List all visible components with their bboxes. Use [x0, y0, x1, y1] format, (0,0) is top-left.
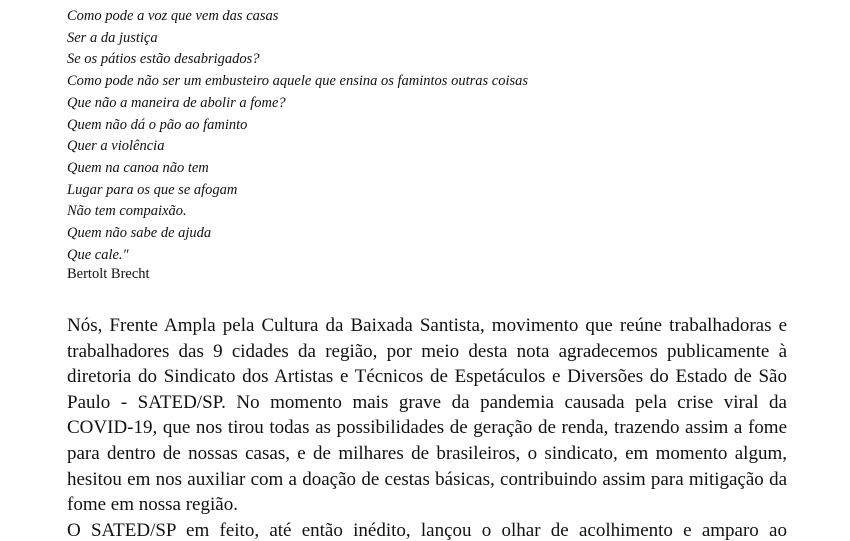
paragraph-line: trabalhadores das 9 cidades da região, por meio desta nota agradecemos publicamente à	[67, 340, 787, 362]
body-paragraph-1	[67, 313, 787, 518]
poem-quote	[67, 6, 528, 266]
poem-line: Que cale."	[67, 246, 129, 263]
poem-line: Quem não dá o pão ao faminto	[67, 116, 248, 133]
paragraph-line: para dentro de nossas casas, e de milhares de brasileiros, o sindicato, em momento algum,	[67, 442, 787, 464]
poem-line: Não tem compaixão.	[67, 203, 187, 220]
poem-author: Bertolt Brecht	[67, 266, 150, 282]
poem-line: Quem na canoa não tem	[67, 159, 209, 176]
poem-line: Lugar para os que se afogam	[67, 181, 238, 198]
paragraph-line: hesitou em nos auxiliar com a doação de cestas básicas, contribuindo assim para mitigação da	[67, 468, 787, 490]
poem-line: Ser a da justiça	[67, 29, 158, 46]
poem-line: Como pode a voz que vem das casas	[67, 8, 279, 24]
paragraph-line: Paulo - SATED/SP. No momento mais grave da pandemia causada pela crise viral da	[67, 391, 787, 413]
paragraph-line: fome em nossa região.	[67, 494, 238, 516]
paragraph-line: Nós, Frente Ampla pela Cultura da Baixada Santista, movimento que reúne trabalhadoras e	[67, 315, 787, 336]
poem-line: Se os pátios estão desabrigados?	[67, 51, 260, 68]
paragraph-line: O SATED/SP em feito, até então inédito, lançou o olhar de acolhimento e amparo ao	[67, 520, 787, 541]
body-paragraph-2	[67, 518, 787, 541]
poem-line: Quer a violência	[67, 138, 165, 155]
paragraph-line: diretoria do Sindicato dos Artistas e Técnicos de Espetáculos e Diversões do Estado de São	[67, 366, 787, 388]
poem-line: Como pode não ser um embusteiro aquele que ensina os famintos outras coisas	[67, 73, 529, 90]
paragraph-line: COVID-19, que nos tirou todas as possibilidades de geração de renda, trazendo assim a fome	[67, 417, 787, 439]
poem-line: Quem não sabe de ajuda	[67, 225, 212, 242]
poem-line: Que não a maneira de abolir a fome?	[67, 94, 286, 111]
